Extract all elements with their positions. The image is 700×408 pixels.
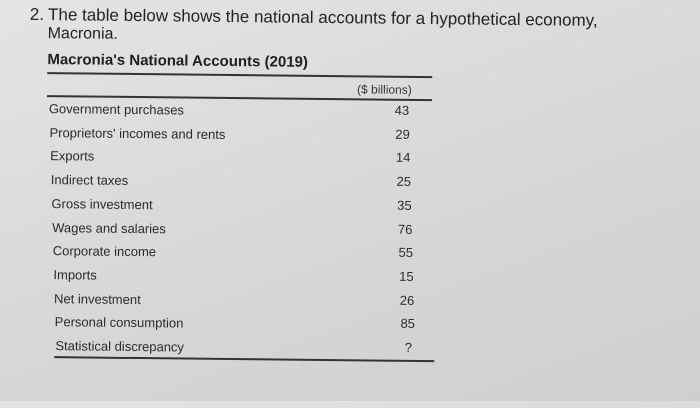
row-label: Government purchases <box>48 101 185 118</box>
row-value: 55 <box>398 244 414 261</box>
row-value: 26 <box>399 292 415 308</box>
row-label: Imports <box>53 267 97 283</box>
row-label: Corporate income <box>52 243 157 260</box>
unit-header: ($ billions) <box>357 82 412 97</box>
question-number: 2. <box>29 4 45 25</box>
table-row <box>53 267 413 291</box>
table-row <box>51 196 411 220</box>
table-row <box>53 243 413 267</box>
table-row <box>52 220 412 244</box>
row-value: 85 <box>400 316 416 332</box>
table-row <box>49 125 409 149</box>
table-top-rule <box>47 72 432 78</box>
row-value: 14 <box>395 150 411 166</box>
row-label: Wages and salaries <box>52 219 166 236</box>
row-value: ? <box>404 339 413 355</box>
row-label: Statistical discrepancy <box>55 338 185 355</box>
row-value: 35 <box>397 197 412 213</box>
table-row <box>55 314 415 338</box>
question-line-2: Macronia. <box>47 25 118 43</box>
row-value: 29 <box>395 126 410 142</box>
table-row <box>51 172 411 196</box>
row-value: 43 <box>394 102 410 118</box>
table-row <box>50 149 410 173</box>
table-title: Macronia's National Accounts (2019) <box>47 51 309 71</box>
table-row <box>49 101 409 125</box>
question-line-1: The table below shows the national accounts for a hypothetical economy, <box>47 5 598 30</box>
row-label: Indirect taxes <box>50 172 129 189</box>
row-label: Exports <box>50 148 95 164</box>
row-label: Proprietors' incomes and rents <box>49 124 226 142</box>
row-value: 15 <box>399 268 414 284</box>
row-value: 25 <box>396 173 412 189</box>
row-label: Personal consumption <box>54 314 184 331</box>
row-label: Gross investment <box>51 195 153 212</box>
row-value: 76 <box>397 221 413 237</box>
row-label: Net investment <box>53 290 141 307</box>
table-row <box>54 291 414 315</box>
